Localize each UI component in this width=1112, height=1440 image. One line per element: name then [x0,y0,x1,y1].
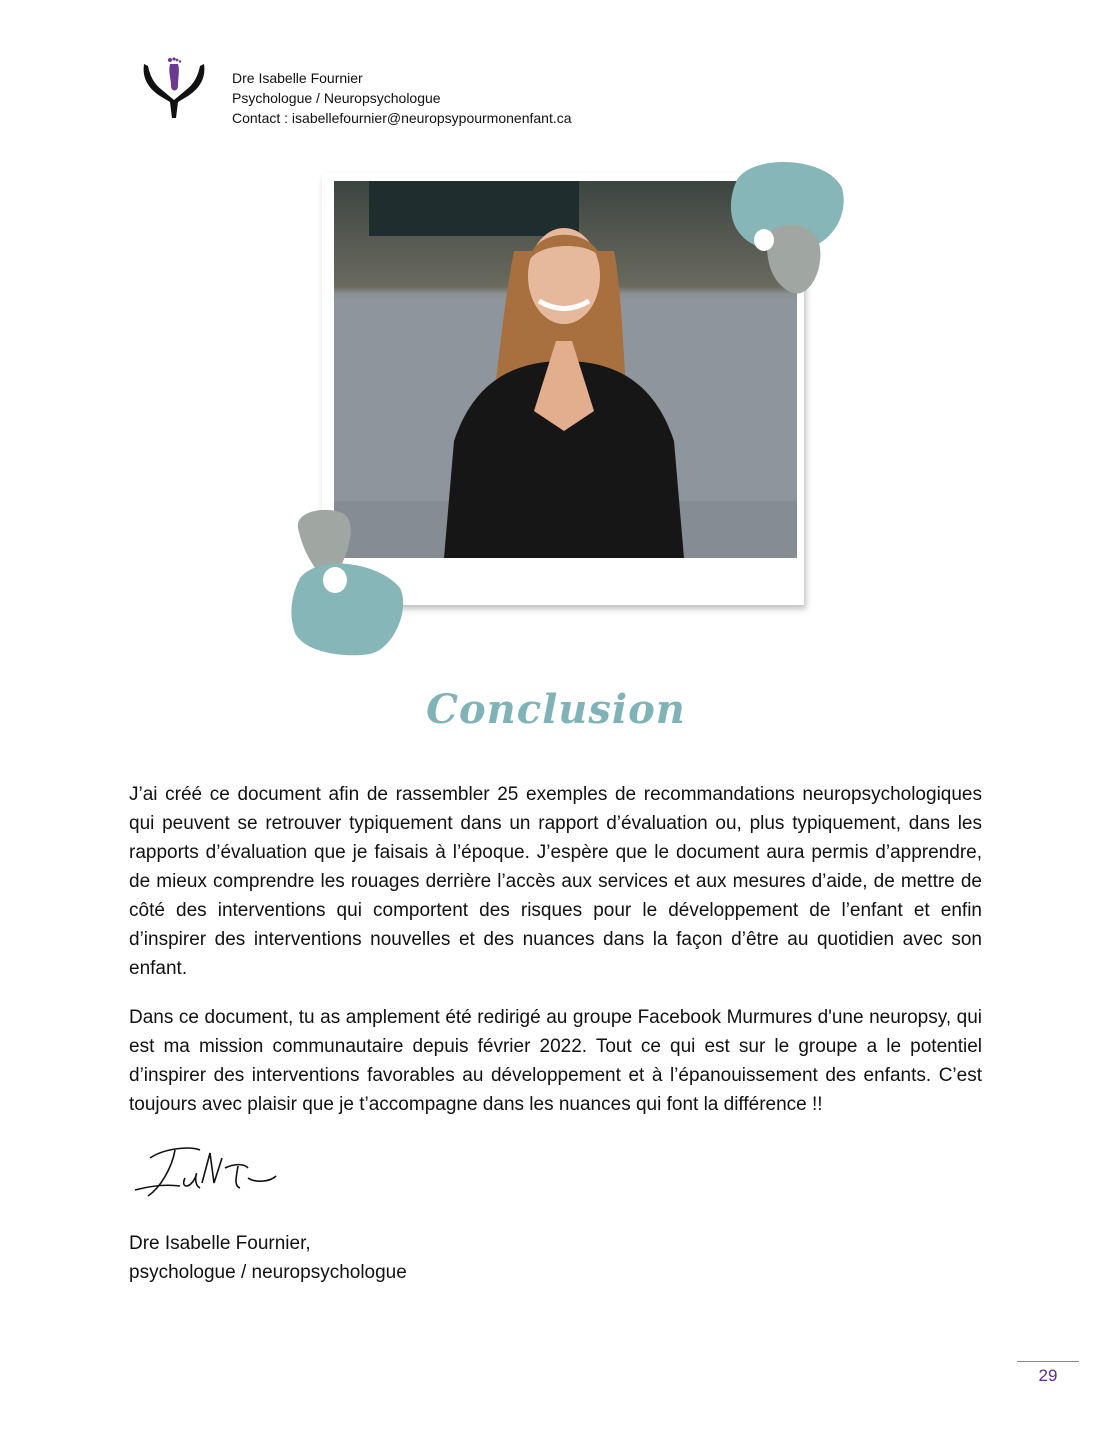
logo-hands-foot-icon [140,56,208,120]
section-title: Conclusion [426,686,686,733]
page-number: 29 [1038,1366,1058,1385]
author-profession: Psychologue / Neuropsychologue [232,90,441,106]
signoff-name: Dre Isabelle Fournier, [129,1233,311,1254]
signoff-title: psychologue / neuropsychologue [129,1262,407,1283]
page-number-rule [1017,1361,1079,1362]
signoff [129,1229,407,1287]
author-name: Dre Isabelle Fournier [232,70,363,86]
letterhead [232,68,572,128]
body-paragraph: J’ai créé ce document afin de rassembler 25 exemples de recommandations neuropsychologiques qui peuvent se retrouver typiquement dans un rapport d’évaluation ou, plus typiquement, dans les rapports d’évaluation que je faisais à l’époque. J’espère que le document aura permis d’apprendre, de mieux comprendre les rouages derrière l’accès aux services et aux mesures d’aide, de mettre de côté des interventions qui comportent des risques pour le développement de l’enfant et enfin d’inspirer des interventions nouvelles et des nuances dans la façon d’être au quotidien avec son enfant. [129,784,982,979]
author-contact: Contact : isabellefournier@neuropsypourmonenfant.ca [232,110,572,126]
decorative-blob-top-right [728,158,848,298]
body-paragraph: Dans ce document, tu as amplement été redirigé au groupe Facebook Murmures d'une neuropsy, qui est ma mission communautaire depuis février 2022. Tout ce qui est sur le groupe a le potentiel d’inspirer des interventions favorables au développement et à l’épanouissement des enfants. C’est toujours avec plaisir que je t’accompagne dans les nuances qui font la différence !! [129,1007,982,1115]
handwritten-signature [130,1138,280,1203]
decorative-blob-bottom-left [290,508,410,658]
